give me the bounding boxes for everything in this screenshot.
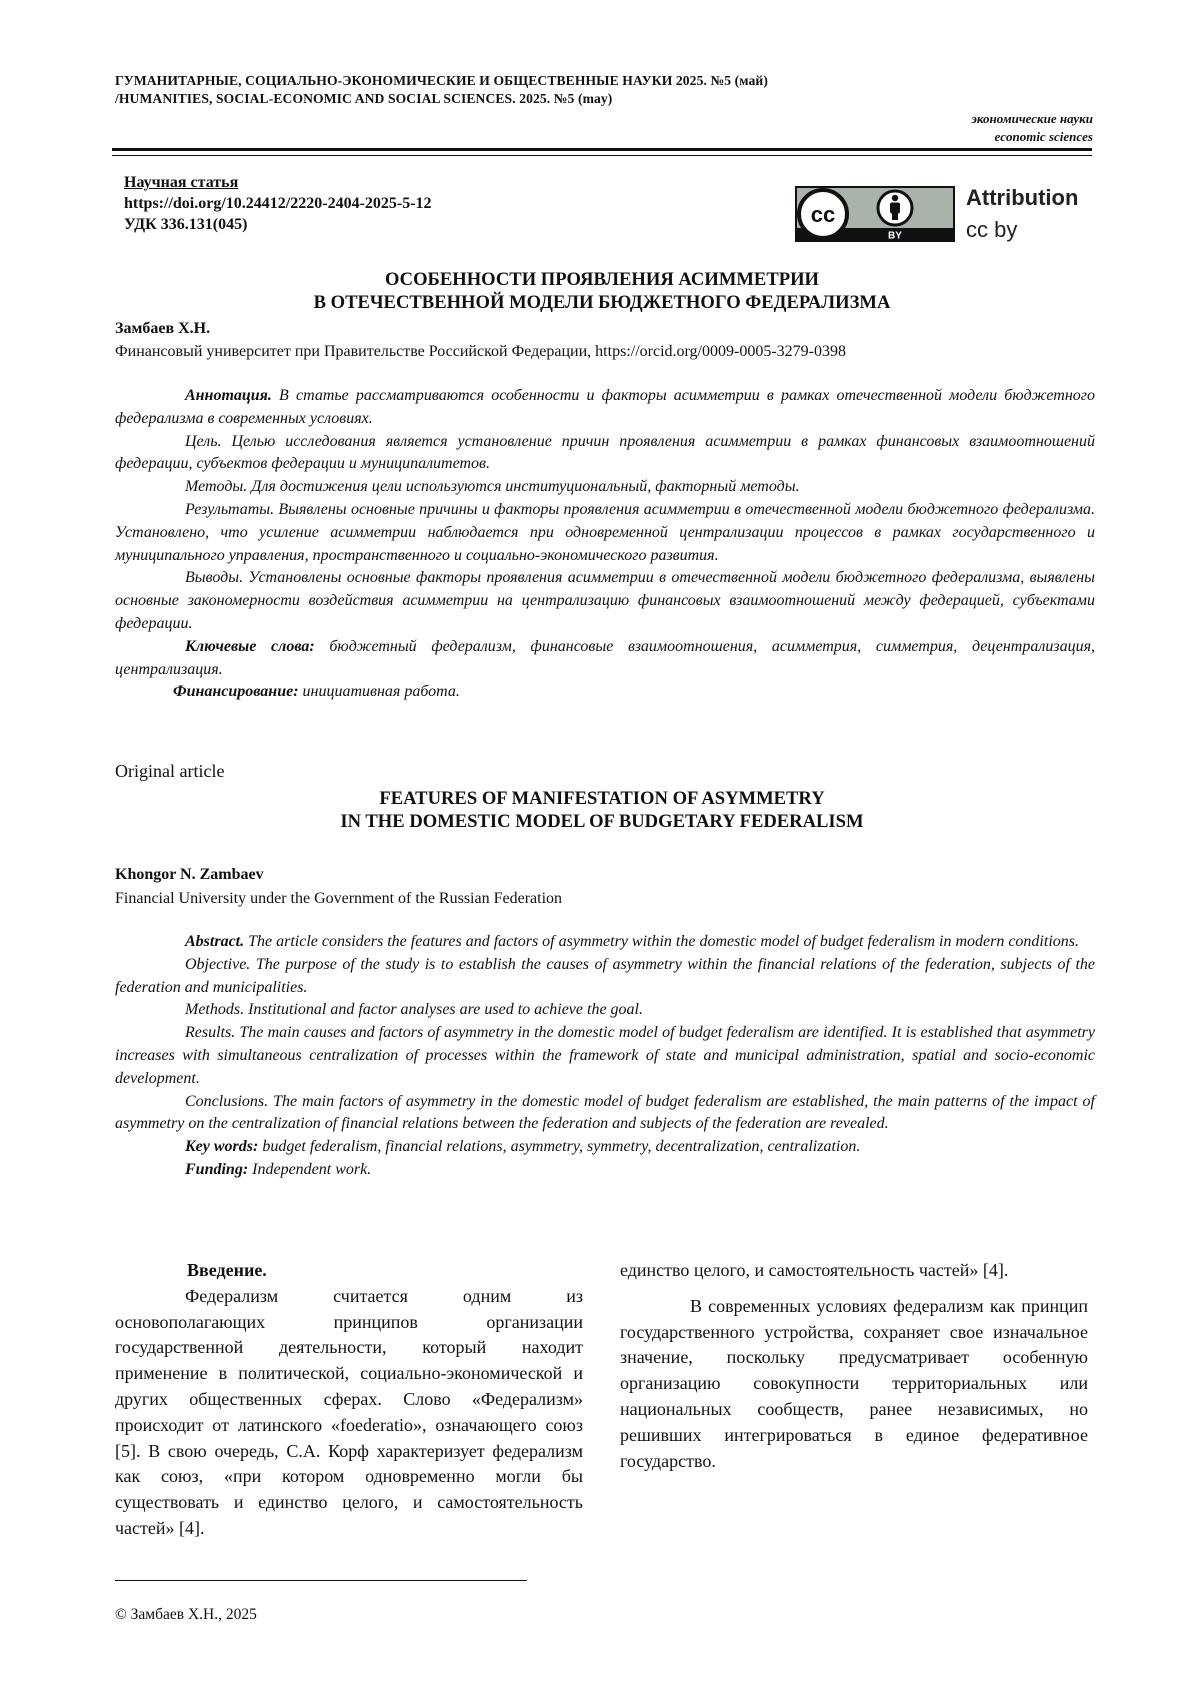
keywords-ru-label: Ключевые слова: bbox=[185, 637, 315, 655]
abstract-ru-results: Результаты. Выявлены основные причины и факторы проявления асимметрии в отечественной модели бюджетного федерализма. Установлено, что усиление асимметрии наблюдается при одновременной централизации процессов в рамках государственного и муниципального управления, пространственного и социально-экономического развития. bbox=[115, 500, 1095, 564]
udc-code: УДК 336.131(045) bbox=[124, 216, 248, 233]
title-en-line2: IN THE DOMESTIC MODEL OF BUDGETARY FEDERALISM bbox=[340, 811, 864, 832]
section-label bbox=[971, 110, 1093, 146]
intro-heading: Введение. bbox=[187, 1260, 267, 1280]
abstract-en-methods: Methods. Institutional and factor analyses are used to achieve the goal. bbox=[185, 1001, 643, 1019]
funding-ru bbox=[115, 681, 1095, 704]
abstract-en-label: Abstract. bbox=[185, 933, 245, 950]
funding-ru-text: инициативная работа. bbox=[298, 683, 460, 701]
attribution-person-icon bbox=[878, 191, 912, 225]
header-rule-thin bbox=[112, 155, 1092, 156]
doi-link[interactable]: https://doi.org/10.24412/2220-2404-2025-5-12 bbox=[124, 195, 432, 212]
funding-en-text: Independent work. bbox=[248, 1160, 372, 1178]
abstract-en-text: The article considers the features and factors of asymmetry within the domestic model of budget federalism in modern conditions. bbox=[244, 933, 1079, 950]
affiliation-ru: Финансовый университет при Правительстве Российской Федерации, https://orcid.org/0009-0005-3279-0398 bbox=[115, 343, 846, 360]
affiliation-en: Financial University under the Government of the Russian Federation bbox=[115, 890, 563, 907]
by-mark: BY bbox=[888, 230, 902, 242]
author-en: Khongor N. Zambaev bbox=[115, 866, 264, 883]
cc-icon bbox=[799, 190, 847, 238]
abstract-en-results: Results. The main causes and factors of asymmetry in the domestic model of budget federalism are identified. It is established that asymmetry increases with simultaneous centralization of processes within the framework of state and municipal administration, spatial and socio-economic development. bbox=[115, 1024, 1095, 1087]
article-title-ru bbox=[112, 268, 1092, 314]
abstract-ru-methods: Методы. Для достижения цели используются институциональный, факторный методы. bbox=[185, 478, 800, 496]
cc-by-badge[interactable] bbox=[795, 186, 955, 242]
journal-header bbox=[115, 72, 1095, 108]
abstract-ru-label: Аннотация. bbox=[185, 387, 272, 404]
keywords-ru bbox=[115, 636, 1095, 682]
abstract-en-conclusions: Conclusions. The main factors of asymmetry in the domestic model of budget federalism are established, the main patterns of the impact of asymmetry on the centralization of financial relations between the federation and subjects of the federation are revealed. bbox=[115, 1092, 1095, 1133]
body-paragraph-1: Федерализм считается одним из основополагающих принципов организации государственной деятельности, который находит применение в политической, социально-экономической и других общественных сферах. Слово «Федерализм» происходит от латинского «foederatio», означающего союз [5]. В свою очередь, С.А. Корф характеризует федерализм как союз, «при котором одновременно могли бы существовать и единство целого, и самостоятельность частей» [4]. bbox=[115, 1285, 583, 1538]
cc-mark: cc bbox=[810, 202, 836, 227]
title-en-line1: FEATURES OF MANIFESTATION OF ASYMMETRY bbox=[379, 788, 825, 809]
keywords-ru-text: бюджетный федерализм, финансовые взаимоотношения, асимметрия, симметрия, децентрализация, централизация. bbox=[115, 637, 1096, 678]
header-rule-thick bbox=[112, 148, 1092, 151]
funding-en-label: Funding: bbox=[185, 1160, 249, 1178]
abstract-ru bbox=[115, 385, 1095, 704]
keywords-en-text: budget federalism, financial relations, asymmetry, symmetry, decentralization, centralization. bbox=[258, 1138, 861, 1156]
keywords-en-label: Key words: bbox=[185, 1138, 259, 1156]
footnote-rule bbox=[115, 1580, 527, 1581]
article-meta bbox=[124, 172, 432, 235]
funding-en bbox=[115, 1159, 1095, 1182]
article-title-en bbox=[112, 787, 1092, 833]
journal-name-en: /HUMANITIES, SOCIAL-ECONOMIC AND SOCIAL SCIENCES. 2025. №5 (may) bbox=[115, 91, 613, 106]
title-ru-line1: ОСОБЕННОСТИ ПРОЯВЛЕНИЯ АСИММЕТРИИ bbox=[384, 269, 820, 290]
copyright-notice: © Замбаев Х.Н., 2025 bbox=[115, 1606, 257, 1623]
funding-ru-label: Финансирование: bbox=[173, 683, 299, 701]
license-label bbox=[966, 182, 1078, 246]
title-ru-line2: В ОТЕЧЕСТВЕННОЙ МОДЕЛИ БЮДЖЕТНОГО ФЕДЕРАЛИЗМА bbox=[313, 292, 891, 313]
abstract-ru-text: В статье рассматриваются особенности и факторы асимметрии в рамках отечественной модели бюджетного федерализма в современных условиях. bbox=[115, 387, 1095, 427]
license-short: cc by bbox=[966, 217, 1018, 242]
body-paragraph-2: В современных условиях федерализм как принцип государственного устройства, сохраняет свое изначальное значение, поскольку предусматривает особенную организацию совокупности территориальных или национальных сообществ, ранее независимых, но решивших интегрироваться в единое федеративное государство. bbox=[620, 1295, 1088, 1471]
author-ru: Замбаев Х.Н. bbox=[115, 320, 211, 337]
journal-name-ru: ГУМАНИТАРНЫЕ, СОЦИАЛЬНО-ЭКОНОМИЧЕСКИЕ И ОБЩЕСТВЕННЫЕ НАУКИ 2025. №5 (май) bbox=[115, 73, 768, 88]
abstract-en-annotation bbox=[115, 931, 1095, 954]
original-article-label: Original article bbox=[115, 761, 225, 781]
keywords-en bbox=[115, 1136, 1095, 1159]
section-ru: экономические науки bbox=[971, 111, 1093, 126]
abstract-ru-annotation bbox=[115, 385, 1095, 431]
abstract-en bbox=[115, 931, 1095, 1182]
abstract-en-objective: Objective. The purpose of the study is to establish the causes of asymmetry within the financial relations of the federation, subjects of the federation and municipalities. bbox=[115, 955, 1095, 996]
abstract-ru-conclusions: Выводы. Установлены основные факторы проявления асимметрии в отечественной модели бюджетного федерализма, выявлены основные закономерности воздействия асимметрии на централизацию финансовых взаимоотношений между федерацией, субъектами федерации. bbox=[115, 569, 1095, 632]
abstract-ru-objective: Цель. Целью исследования является установление причин проявления асимметрии в рамках финансовых взаимоотношений федерации, субъектов федерации и муниципалитетов. bbox=[115, 432, 1095, 473]
license-name: Attribution bbox=[966, 185, 1079, 210]
article-type: Научная статья bbox=[124, 174, 239, 191]
section-en: economic sciences bbox=[994, 129, 1093, 144]
body-column-right bbox=[620, 1258, 1088, 1474]
body-paragraph-1-continued: единство целого, и самостоятельность частей» [4]. bbox=[620, 1260, 1009, 1280]
body-column-left bbox=[115, 1258, 583, 1538]
